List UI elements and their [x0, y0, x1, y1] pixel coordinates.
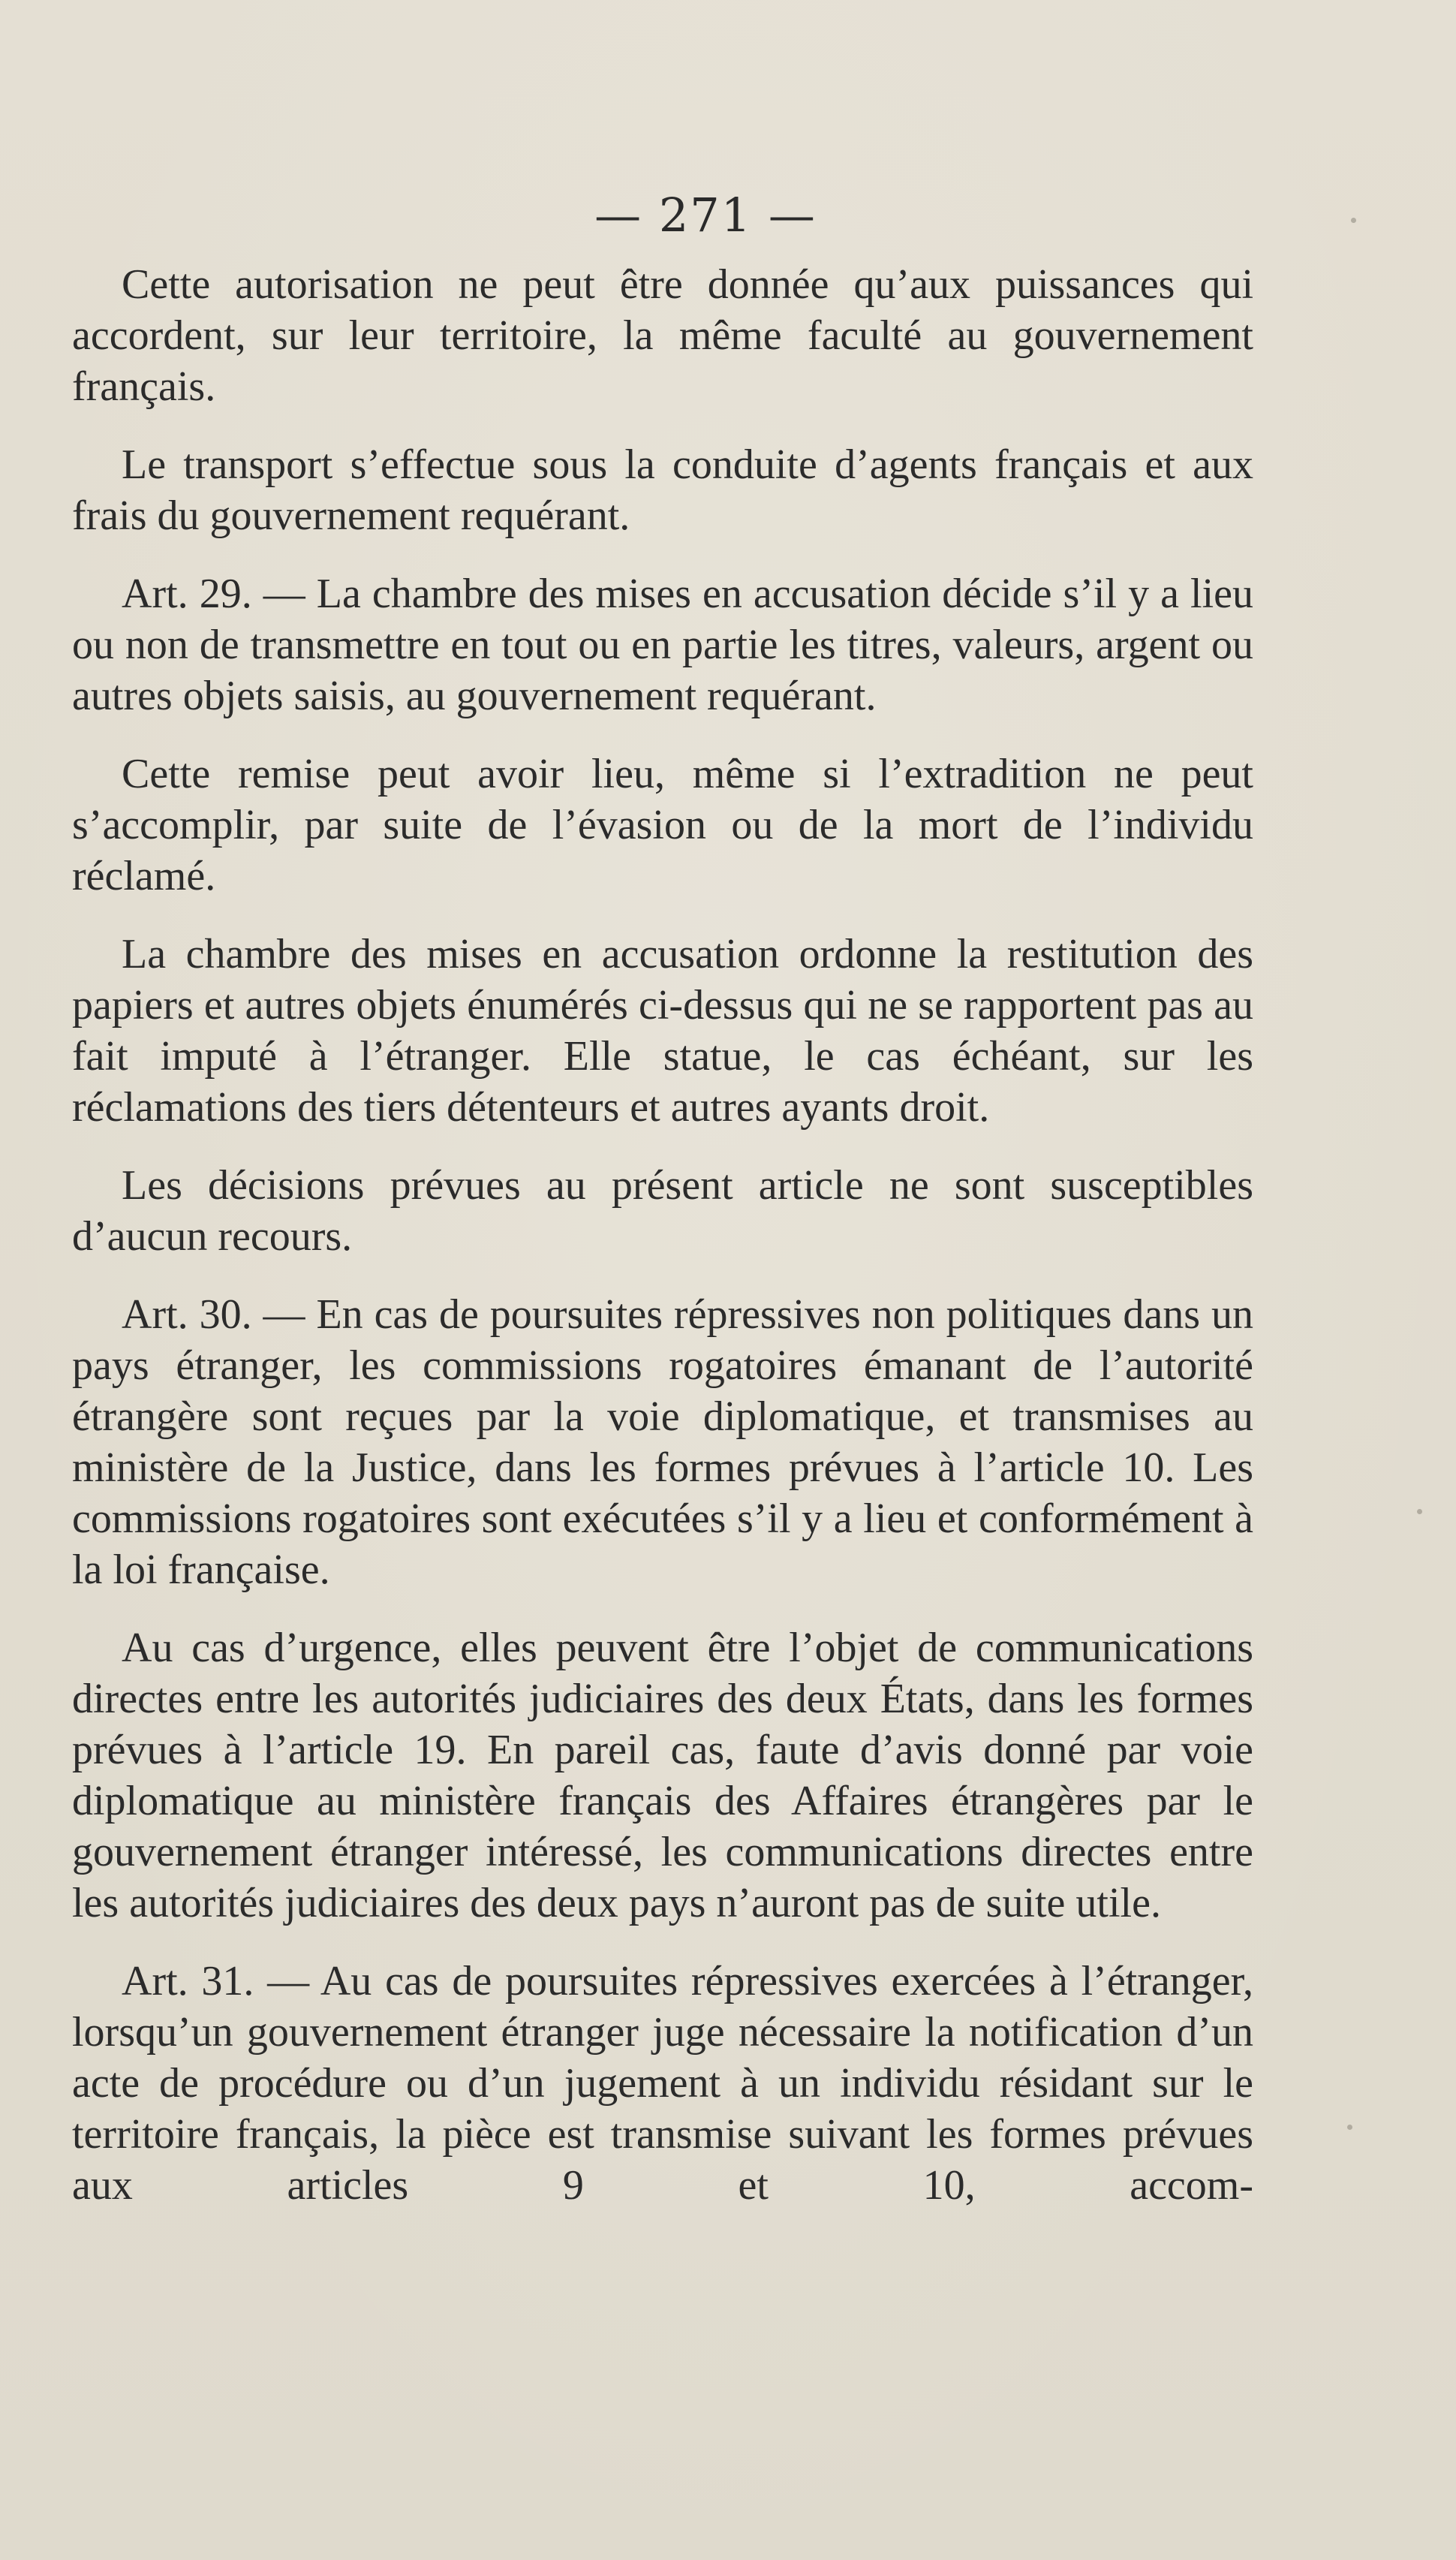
- page-number: — 271 —: [594, 188, 817, 242]
- paragraph: Au cas d’urgence, elles peuvent être l’objet de communications directes entre les autorités judiciaires des deux États, dans les formes prévues à l’article 19. En pareil cas, faute d’avis donné par voie diplomatique au ministère français des Affaires étrangères par le gouvernement étranger intéressé, les communications directes entre les autorités judiciaires des deux pays n’auront pas de suite utile.: [72, 1625, 1253, 1926]
- body-text: [72, 259, 1253, 2211]
- paper-speck: [1417, 1509, 1422, 1514]
- paper-speck: [1351, 218, 1356, 223]
- paragraph-article-29: Art. 29. — La chambre des mises en accusation décide s’il y a lieu ou non de transmettre en tout ou en partie les titres, valeurs, argent ou autres objets saisis, au gouvernement requérant.: [72, 571, 1253, 719]
- paragraph: Le transport s’effectue sous la conduite d’agents français et aux frais du gouvernement requérant.: [72, 441, 1253, 539]
- paragraph: Cette autorisation ne peut être donnée qu’aux puissances qui accordent, sur leur territoire, la même faculté au gouvernement français.: [72, 261, 1253, 410]
- paragraph: Les décisions prévues au présent article ne sont susceptibles d’aucun recours.: [72, 1162, 1253, 1260]
- paragraph-article-30: Art. 30. — En cas de poursuites répressives non politiques dans un pays étranger, les commissions rogatoires émanant de l’autorité étrangère sont reçues par la voie diplomatique, et transmises au ministère de la Justice, dans les formes prévues à l’article 10. Les commissions rogatoires sont exécutées s’il y a lieu et conformément à la loi française.: [72, 1291, 1253, 1593]
- paragraph-article-31: Art. 31. — Au cas de poursuites répressives exercées à l’étranger, lorsqu’un gouvernement étranger juge nécessaire la notification d’un acte de procédure ou d’un jugement à un individu résidant sur le territoire français, la pièce est transmise suivant les formes prévues aux articles 9 et 10, accom-: [72, 1958, 1253, 2209]
- paragraph: La chambre des mises en accusation ordonne la restitution des papiers et autres objets énumérés ci-dessus qui ne se rapportent pas au fait imputé à l’étranger. Elle statue, le cas échéant, sur les réclamations des tiers détenteurs et autres ayants droit.: [72, 931, 1253, 1131]
- paper-speck: [1347, 2125, 1352, 2130]
- paragraph: Cette remise peut avoir lieu, même si l’extradition ne peut s’accomplir, par suite de l’évasion ou de la mort de l’individu réclamé.: [72, 751, 1253, 899]
